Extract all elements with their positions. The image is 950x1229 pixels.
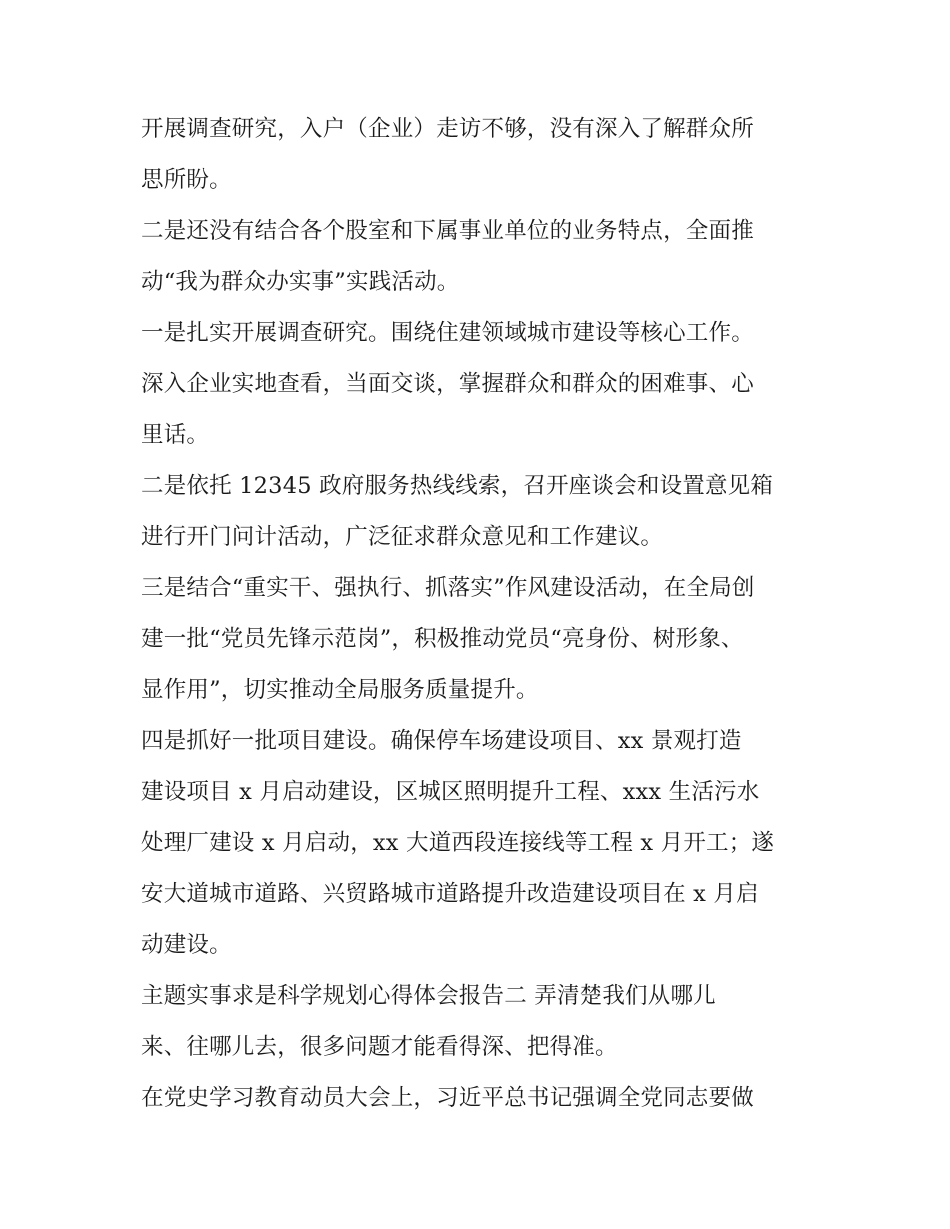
text-line: 思所盼。 [141,167,232,193]
text-line: 安大道城市道路、兴贸路城市道路提升改造建设项目在 x 月启 [141,881,759,907]
text-line: 深入企业实地查看，当面交谈，掌握群众和群众的困难事、心 [141,371,754,397]
text-line: 二是依托 12345 政府服务热线线索，召开座谈会和设置意见箱 [141,473,774,499]
text-line: 三是结合“重实干、强执行、抓落实”作风建设活动，在全局创 [141,575,755,601]
text-line: 显作用”，切实推动全局服务质量提升。 [141,677,539,703]
text-line: 建设项目 x 月启动建设，区城区照明提升工程、xxx 生活污水 [141,779,760,805]
text-line: 来、往哪儿去，很多问题才能看得深、把得准。 [141,1034,618,1060]
text-line: 主题实事求是科学规划心得体会报告二 弄清楚我们从哪儿 [141,983,716,1009]
text-line: 处理厂建设 x 月启动，xx 大道西段连接线等工程 x 月开工；遂 [141,830,775,856]
text-line: 里话。 [141,422,210,448]
text-line: 一是扎实开展调查研究。围绕住建领域城市建设等核心工作。 [141,320,754,346]
text-line: 二是还没有结合各个股室和下属事业单位的业务特点，全面推 [141,218,754,244]
text-line: 四是抓好一批项目建设。确保停车场建设项目、xx 景观打造 [141,728,742,754]
document-body [141,104,831,1124]
text-line: 动“我为群众办实事”实践活动。 [141,269,460,295]
text-line: 开展调查研究，入户（企业）走访不够，没有深入了解群众所 [141,116,754,142]
text-line: 建一批“党员先锋示范岗”，积极推动党员“亮身份、树形象、 [141,626,744,652]
text-line: 在党史学习教育动员大会上，习近平总书记强调全党同志要做 [141,1085,754,1111]
text-line: 动建设。 [141,932,232,958]
text-line: 进行开门问计活动，广泛征求群众意见和工作建议。 [141,524,664,550]
